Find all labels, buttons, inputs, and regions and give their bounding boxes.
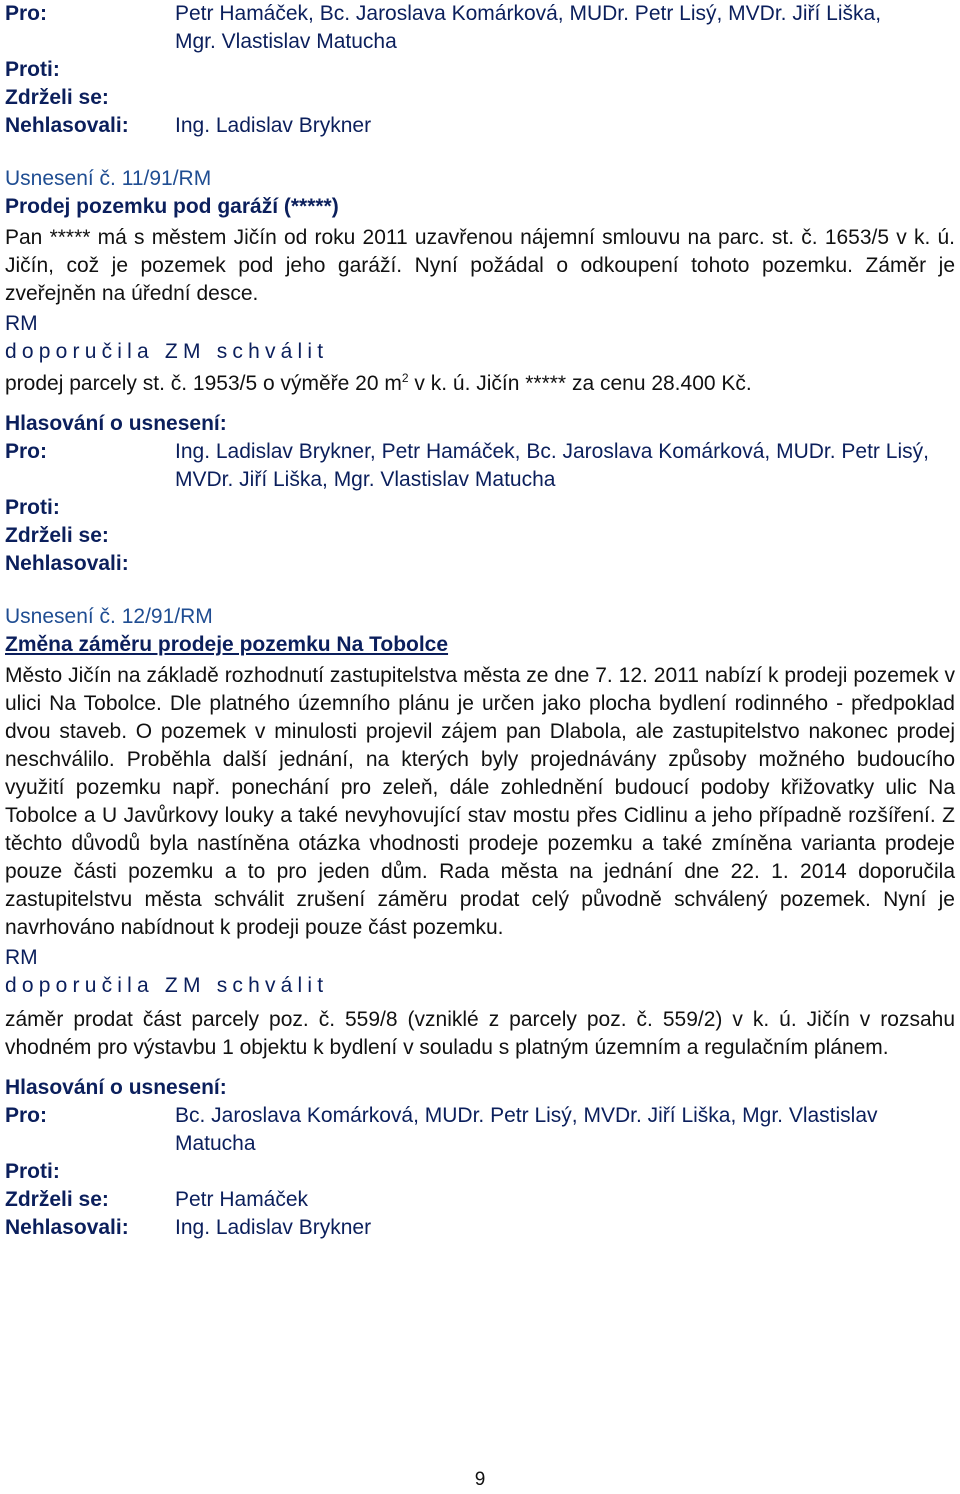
decision-sup: 2	[401, 371, 409, 385]
vote-nehlasovali-label: Nehlasovali:	[5, 552, 129, 575]
resolution-number: Usnesení č. 11/91/RM	[5, 167, 212, 190]
vote-table-12	[5, 1102, 955, 1242]
resolution-number: Usnesení č. 12/91/RM	[5, 605, 213, 628]
vote-zdrzeli-value	[175, 522, 955, 550]
vote-proti-label: Proti:	[5, 1160, 60, 1183]
vote-pro-label: Pro:	[5, 2, 47, 25]
vote-proti-value	[175, 494, 955, 522]
decision-post: v k. ú. Jičín ***** za cenu 28.400 Kč.	[408, 372, 752, 395]
vote-pro-value: Petr Hamáček, Bc. Jaroslava Komárková, MUDr. Petr Lisý, MVDr. Jiří Liška, Mgr. Vlastislav Matucha	[175, 2, 882, 53]
recommendation: doporučila ZM schválit	[5, 974, 329, 997]
document-page	[5, 0, 955, 1242]
voting-heading: Hlasování o usnesení:	[5, 412, 227, 435]
vote-zdrzeli-label: Zdrželi se:	[5, 524, 109, 547]
resolution-12	[5, 603, 955, 1242]
vote-pro-label: Pro:	[5, 1104, 47, 1127]
vote-zdrzeli-label: Zdrželi se:	[5, 86, 109, 109]
vote-proti-label: Proti:	[5, 58, 60, 81]
vote-zdrzeli-value	[175, 84, 955, 112]
vote-nehlasovali-label: Nehlasovali:	[5, 1216, 129, 1239]
decision-text	[5, 370, 955, 398]
vote-table-1	[5, 0, 955, 140]
resolution-11	[5, 165, 955, 578]
decision-text: záměr prodat část parcely poz. č. 559/8 (vzniklé z parcely poz. č. 559/2) v k. ú. Jičín v rozsahu vhodném pro výstavbu 1 objektu k bydlení v souladu s platným územním a regulačním plánem.	[5, 1008, 955, 1059]
vote-proti-label: Proti:	[5, 496, 60, 519]
resolution-body: Město Jičín na základě rozhodnutí zastupitelstva města ze dne 7. 12. 2011 nabízí k prodeji pozemek v ulici Na Tobolce. Dle platného územního plánu je určen jako plocha bydlení rodinného - předpoklad dvou staveb. O pozemek v minulosti projevil zájem pan Dlabola, ale zastupitelstvo nakonec prodej neschválilo. Proběhla další jednání, na kterých byly projednávány způsoby možného budoucího využití pozemku např. ponechání pro zeleň, dále zohlednění budoucí podoby křižovatky ulic Na Tobolce a U Javůrkovy louky a také nevyhovující stav mostu přes Cidlinu a jeho případně rozšíření. Z těchto důvodů byla nastíněna otázka vhodnosti prodeje pozemku a také zmíněna varianta prodeje pouze části pozemku a to pro jeden dům. Rada města na jednání dne 22. 1. 2014 doporučila zastupitelstvu města schválit zrušení záměru prodat celý původně schválený pozemek. Nyní je navrhováno nabídnout k prodeji pouze část pozemku.	[5, 664, 955, 939]
resolution-body: Pan ***** má s městem Jičín od roku 2011 uzavřenou nájemní smlouvu na parc. st. č. 1653/5 v k. ú. Jičín, což je pozemek pod jeho garáží. Nyní požádal o odkoupení tohoto pozemku. Záměr je zveřejněn na úřední desce.	[5, 226, 955, 305]
vote-zdrzeli-label: Zdrželi se:	[5, 1188, 109, 1211]
decision-pre: prodej parcely st. č. 1953/5 o výměře 20 m	[5, 372, 402, 395]
vote-nehlasovali-value: Ing. Ladislav Brykner	[175, 114, 372, 137]
recommendation: doporučila ZM schválit	[5, 340, 329, 363]
rm-label: RM	[5, 946, 38, 969]
rm-label: RM	[5, 312, 38, 335]
vote-pro-label: Pro:	[5, 440, 47, 463]
page-number: 9	[474, 1469, 486, 1490]
vote-nehlasovali-value: Ing. Ladislav Brykner	[175, 1216, 372, 1239]
voting-heading: Hlasování o usnesení:	[5, 1076, 227, 1099]
vote-pro-value: Ing. Ladislav Brykner, Petr Hamáček, Bc. Jaroslava Komárková, MUDr. Petr Lisý, MVDr. Jiří Liška, Mgr. Vlastislav Matucha	[175, 440, 929, 491]
resolution-title: Prodej pozemku pod garáží (*****)	[5, 195, 339, 218]
vote-nehlasovali-value	[175, 550, 955, 578]
vote-zdrzeli-value: Petr Hamáček	[175, 1188, 309, 1211]
vote-proti-value	[175, 1158, 955, 1186]
vote-nehlasovali-label: Nehlasovali:	[5, 114, 129, 137]
vote-pro-value: Bc. Jaroslava Komárková, MUDr. Petr Lisý, MVDr. Jiří Liška, Mgr. Vlastislav Matucha	[175, 1104, 878, 1155]
vote-proti-value	[175, 56, 955, 84]
resolution-title: Změna záměru prodeje pozemku Na Tobolce	[5, 633, 449, 656]
vote-table-11	[5, 438, 955, 578]
